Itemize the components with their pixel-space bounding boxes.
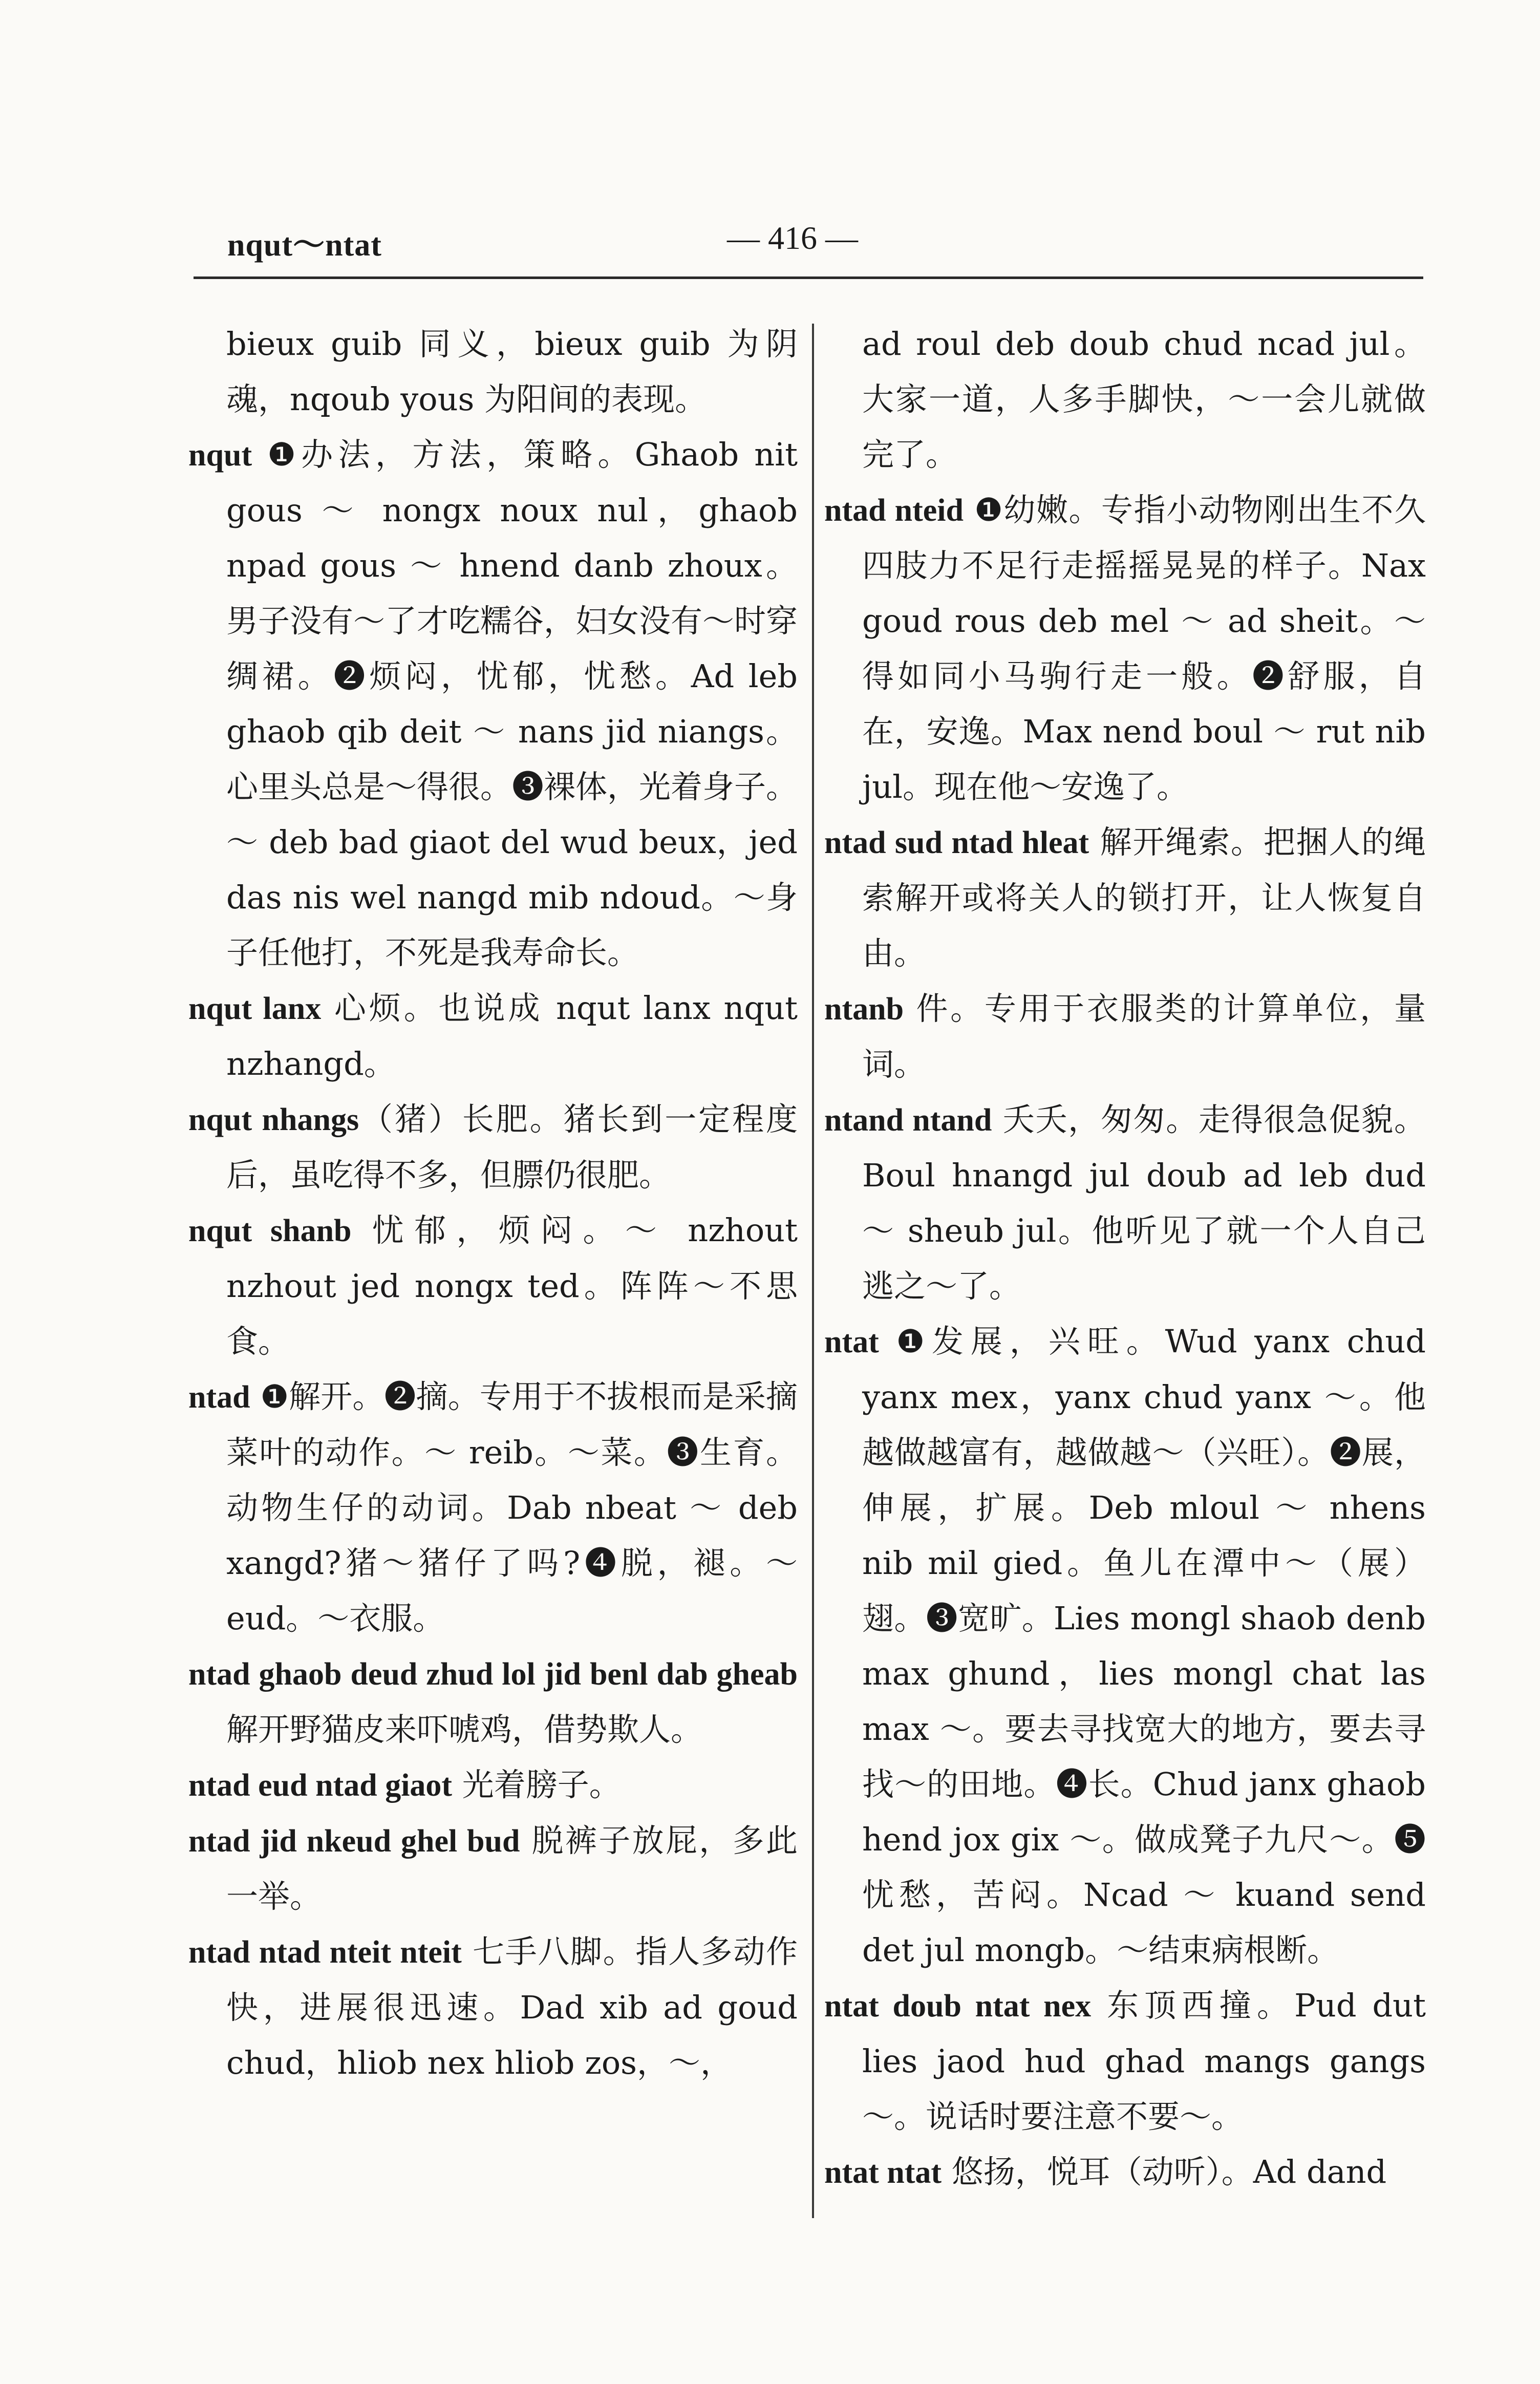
headword: nqut lanx [188,991,322,1026]
entry-text: bieux guib 同义，bieux guib 为阴魂，nqoub yous 为阳间的表现。 [226,325,798,418]
headword: ntad nteid [824,493,964,528]
header-rule [194,276,1423,279]
left-column [188,316,798,2091]
guide-words: nqut～ntat [227,228,382,263]
headword: ntad ghaob deud zhud lol jid benl dab gheab [188,1657,798,1692]
dictionary-entry [188,1369,798,1646]
entry-text: 光着膀子。 [452,1766,621,1803]
entry-text: ad roul deb doub chud ncad jul。大家一道，人多手脚快，～一会儿就做完了。 [862,325,1426,473]
dictionary-entry [188,1813,798,1924]
dictionary-entry [188,1924,798,2091]
entry-text: 忧郁，烦闷。～ nzhout nzhout jed nongx ted。阵阵～不思食。 [226,1211,798,1360]
page-number: — 416 — [727,220,858,256]
dictionary-entry [824,1314,1426,1978]
dictionary-entry [824,815,1426,981]
headword: nqut nhangs [188,1102,359,1137]
entry-text: 夭夭，匆匆。走得很急促貌。Boul hnangd jul doub ad leb dud ～ sheub jul。他听见了就一个人自己逃之～了。 [862,1101,1426,1305]
entry-text: 心烦。也说成 nqut lanx nqut nzhangd。 [226,989,798,1082]
entry-text: 悠扬，悦耳（动听）。Ad dand [942,2153,1387,2190]
headword: ntad sud ntad hleat [824,825,1089,860]
headword: ntand ntand [824,1103,992,1138]
entry-text: 解开野猫皮来吓唬鸡，借势欺人。 [226,1711,703,1748]
dictionary-entry [188,1092,798,1203]
entry-text: 脱裤子放屁，多此一举。 [226,1822,798,1915]
dictionary-entry [824,1092,1426,1314]
dictionary-entry [188,1646,798,1757]
dictionary-entry [188,981,798,1092]
dictionary-entry [824,482,1426,815]
headword: ntad [188,1380,250,1415]
entry-text: （猪）长肥。猪长到一定程度后，虽吃得不多，但膘仍很肥。 [226,1100,798,1194]
headword: ntad eud ntad giaot [188,1768,453,1803]
headword: ntanb [824,992,904,1027]
dictionary-entry [824,981,1426,1092]
dictionary-entry [188,1203,798,1369]
entry-continuation [824,316,1426,482]
headword: nqut [188,438,252,473]
entry-text: 东顶西撞。Pud dut lies jaod hud ghad mangs gangs ～。说话时要注意不要～。 [862,1987,1426,2135]
entry-continuation [188,316,798,427]
dictionary-entry [824,2144,1426,2200]
entry-text: 解开绳索。把捆人的绳索解开或将关人的锁打开，让人恢复自由。 [862,823,1426,972]
entry-text: ❶办法，方法，策略。Ghaob nit gous ～ nongx noux nul，ghaob npad gous ～ hnend danb zhoux。男子没有～了才吃糯谷，妇女没有～时穿绸裙。❷烦闷，忧郁，忧愁。Ad leb ghaob qib deit ～ nans jid niangs。心里头总是～得很。❸裸体，光着身子。～ deb bad giaot del wud beux，jed das nis wel nangd mib ndoud。～身子任他打，不死是我寿命长。 [226,436,798,971]
entry-text: 件。专用于衣服类的计算单位，量词。 [862,990,1426,1083]
entry-text: ❶解开。❷摘。专用于不拔根而是采摘菜叶的动作。～ reib。～菜。❸生育。动物生仔的动词。Dab nbeat ～ deb xangd?猪～猪仔了吗?❹脱，褪。～ eud。～衣服。 [226,1378,798,1637]
dictionary-entry [188,427,798,981]
dictionary-entry [824,1978,1426,2144]
dictionary-entry [188,1757,798,1813]
headword: ntat ntat [824,2155,942,2190]
headword: ntat doub ntat nex [824,1989,1092,2024]
entry-text: 七手八脚。指人多动作快，进展很迅速。Dad xib ad goud chud，hliob nex hliob zos，～， [226,1933,798,2081]
headword: nqut shanb [188,1214,352,1248]
column-divider [812,324,814,2218]
headword: ntad ntad nteit nteit [188,1935,462,1970]
entry-text: ❶发展，兴旺。Wud yanx chud yanx mex，yanx chud yanx ～。他越做越富有，越做越～（兴旺）。❷展，伸展，扩展。Deb mloul ～ nhens nib mil gied。鱼儿在潭中～（展）翅。❸宽旷。Lies mongl shaob denb max ghund，lies mongl chat las max ～。要去寻找宽大的地方，要去寻找～的田地。❹长。Chud janx ghaob hend jox gix ～。做成凳子九尺～。❺忧愁，苦闷。Ncad ～ kuand send det jul mongb。～结束病根断。 [862,1323,1426,1969]
headword: ntat [824,1325,879,1359]
right-column [824,316,1426,2200]
headword: ntad jid nkeud ghel bud [188,1824,520,1859]
entry-text: ❶幼嫩。专指小动物刚出生不久四肢力不足行走摇摇晃晃的样子。Nax goud rous deb mel ～ ad sheit。～得如同小马驹行走一般。❷舒服，自在，安逸。Max nend boul ～ rut nib jul。现在他～安逸了。 [862,491,1426,805]
